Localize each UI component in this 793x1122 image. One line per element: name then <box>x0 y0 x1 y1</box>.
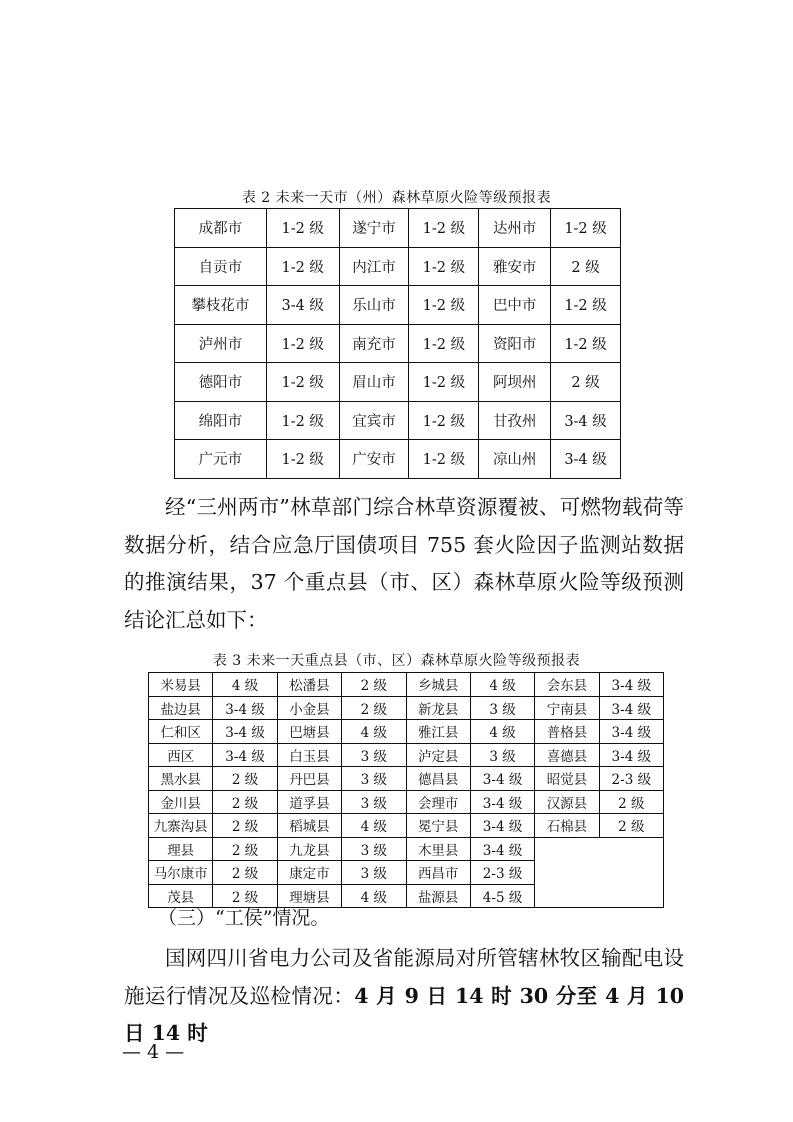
table-row <box>149 673 664 697</box>
risk-level-cell: 2 级 <box>213 884 277 908</box>
region-name-cell: 昭觉县 <box>535 767 599 791</box>
city-fire-risk-table <box>174 208 621 479</box>
region-name-cell: 会东县 <box>535 673 599 697</box>
empty-cell <box>535 837 664 908</box>
region-name-cell: 甘孜州 <box>479 401 551 440</box>
risk-level-cell: 2 级 <box>599 814 663 838</box>
risk-level-cell: 3-4 级 <box>599 743 663 767</box>
region-name-cell: 宁南县 <box>535 696 599 720</box>
risk-level-cell: 3-4 级 <box>599 696 663 720</box>
region-name-cell: 达州市 <box>479 209 551 248</box>
table-row <box>149 790 664 814</box>
risk-level-cell: 2 级 <box>213 837 277 861</box>
table-row <box>149 720 664 744</box>
region-name-cell: 冕宁县 <box>406 814 470 838</box>
region-name-cell: 米易县 <box>149 673 213 697</box>
risk-level-cell: 2 级 <box>599 790 663 814</box>
risk-level-cell: 3-4 级 <box>470 767 534 791</box>
region-name-cell: 汉源县 <box>535 790 599 814</box>
risk-level-cell: 2 级 <box>213 861 277 885</box>
risk-level-cell: 3 级 <box>342 743 406 767</box>
power-grid-paragraph <box>124 940 684 1053</box>
region-name-cell: 盐源县 <box>406 884 470 908</box>
county-fire-risk-table <box>148 672 664 908</box>
paragraph-text: 国网四川省电力公司及省能源局对所管辖林牧区输配电设施运行情况及巡检情况： <box>124 946 684 1008</box>
region-name-cell: 九龙县 <box>277 837 341 861</box>
risk-level-cell: 2 级 <box>213 814 277 838</box>
table2-caption: 表 2 未来一天市（州）森林草原火险等级预报表 <box>241 190 552 206</box>
region-name-cell: 雅江县 <box>406 720 470 744</box>
region-name-cell: 丹巴县 <box>277 767 341 791</box>
region-name-cell: 康定市 <box>277 861 341 885</box>
region-name-cell: 德昌县 <box>406 767 470 791</box>
risk-level-cell: 4 级 <box>342 720 406 744</box>
risk-level-cell: 1-2 级 <box>266 324 339 363</box>
risk-level-cell: 3 级 <box>470 696 534 720</box>
region-name-cell: 西昌市 <box>406 861 470 885</box>
risk-level-cell: 1-2 级 <box>409 324 479 363</box>
risk-level-cell: 3 级 <box>342 790 406 814</box>
region-name-cell: 石棉县 <box>535 814 599 838</box>
risk-level-cell: 4 级 <box>213 673 277 697</box>
region-name-cell: 凉山州 <box>479 440 551 479</box>
risk-level-cell: 1-2 级 <box>551 324 621 363</box>
region-name-cell: 雅安市 <box>479 247 551 286</box>
risk-level-cell: 3-4 级 <box>213 743 277 767</box>
region-name-cell: 白玉县 <box>277 743 341 767</box>
risk-level-cell: 1-2 级 <box>551 286 621 325</box>
region-name-cell: 巴塘县 <box>277 720 341 744</box>
table-row <box>175 286 621 325</box>
risk-level-cell: 2 级 <box>213 767 277 791</box>
region-name-cell: 西区 <box>149 743 213 767</box>
risk-level-cell: 1-2 级 <box>409 440 479 479</box>
region-name-cell: 木里县 <box>406 837 470 861</box>
page-number: — 4 — <box>122 1041 185 1063</box>
risk-level-cell: 1-2 级 <box>266 363 339 402</box>
region-name-cell: 新龙县 <box>406 696 470 720</box>
risk-level-cell: 3-4 级 <box>470 837 534 861</box>
risk-level-cell: 3-4 级 <box>213 696 277 720</box>
risk-level-cell: 2 级 <box>342 696 406 720</box>
risk-level-cell: 2 级 <box>342 673 406 697</box>
risk-level-cell: 3-4 级 <box>470 790 534 814</box>
region-name-cell: 松潘县 <box>277 673 341 697</box>
region-name-cell: 道孚县 <box>277 790 341 814</box>
region-name-cell: 理塘县 <box>277 884 341 908</box>
region-name-cell: 喜德县 <box>535 743 599 767</box>
risk-level-cell: 2-3 级 <box>599 767 663 791</box>
risk-level-cell: 3-4 级 <box>599 720 663 744</box>
region-name-cell: 资阳市 <box>479 324 551 363</box>
region-name-cell: 遂宁市 <box>339 209 409 248</box>
region-name-cell: 乡城县 <box>406 673 470 697</box>
risk-level-cell: 3-4 级 <box>551 401 621 440</box>
risk-level-cell: 1-2 级 <box>266 209 339 248</box>
region-name-cell: 绵阳市 <box>175 401 267 440</box>
analysis-paragraph: 经“三州两市”林草部门综合林草资源覆被、可燃物载荷等数据分析，结合应急厅国债项目 755 套火险因子监测站数据的推演结果，37 个重点县（市、区）森林草原火险等级预测结论汇总如下： <box>124 495 684 632</box>
risk-level-cell: 1-2 级 <box>266 401 339 440</box>
region-name-cell: 巴中市 <box>479 286 551 325</box>
risk-level-cell: 3-4 级 <box>599 673 663 697</box>
region-name-cell: 九寨沟县 <box>149 814 213 838</box>
region-name-cell: 茂县 <box>149 884 213 908</box>
region-name-cell: 马尔康市 <box>149 861 213 885</box>
region-name-cell: 阿坝州 <box>479 363 551 402</box>
risk-level-cell: 3 级 <box>342 767 406 791</box>
table-row <box>175 324 621 363</box>
table-row <box>175 401 621 440</box>
region-name-cell: 自贡市 <box>175 247 267 286</box>
region-name-cell: 普格县 <box>535 720 599 744</box>
region-name-cell: 广元市 <box>175 440 267 479</box>
region-name-cell: 稻城县 <box>277 814 341 838</box>
risk-level-cell: 3-4 级 <box>551 440 621 479</box>
region-name-cell: 盐边县 <box>149 696 213 720</box>
region-name-cell: 小金县 <box>277 696 341 720</box>
region-name-cell: 广安市 <box>339 440 409 479</box>
table-row <box>175 440 621 479</box>
risk-level-cell: 4 级 <box>342 814 406 838</box>
region-name-cell: 南充市 <box>339 324 409 363</box>
risk-level-cell: 2 级 <box>213 790 277 814</box>
region-name-cell: 宜宾市 <box>339 401 409 440</box>
risk-level-cell: 1-2 级 <box>409 401 479 440</box>
risk-level-cell: 4 级 <box>342 884 406 908</box>
region-name-cell: 成都市 <box>175 209 267 248</box>
table-row <box>149 696 664 720</box>
table3-caption: 表 3 未来一天重点县（市、区）森林草原火险等级预报表 <box>212 653 581 669</box>
table-row <box>175 363 621 402</box>
region-name-cell: 理县 <box>149 837 213 861</box>
risk-level-cell: 2-3 级 <box>470 861 534 885</box>
risk-level-cell: 3 级 <box>342 861 406 885</box>
risk-level-cell: 3-4 级 <box>470 814 534 838</box>
risk-level-cell: 4-5 级 <box>470 884 534 908</box>
risk-level-cell: 3-4 级 <box>213 720 277 744</box>
risk-level-cell: 3 级 <box>342 837 406 861</box>
table-row <box>149 767 664 791</box>
risk-level-cell: 1-2 级 <box>266 440 339 479</box>
region-name-cell: 会理市 <box>406 790 470 814</box>
region-name-cell: 仁和区 <box>149 720 213 744</box>
risk-level-cell: 4 级 <box>470 673 534 697</box>
risk-level-cell: 1-2 级 <box>409 363 479 402</box>
table-row <box>175 247 621 286</box>
risk-level-cell: 1-2 级 <box>409 209 479 248</box>
table-row <box>149 814 664 838</box>
region-name-cell: 泸定县 <box>406 743 470 767</box>
paragraph-bold-time-range: 4 月 9 日 14 时 30 分至 4 月 10 日 14 时 <box>124 983 685 1045</box>
risk-level-cell: 2 级 <box>551 247 621 286</box>
region-name-cell: 眉山市 <box>339 363 409 402</box>
region-name-cell: 攀枝花市 <box>175 286 267 325</box>
region-name-cell: 金川县 <box>149 790 213 814</box>
region-name-cell: 乐山市 <box>339 286 409 325</box>
risk-level-cell: 1-2 级 <box>409 286 479 325</box>
risk-level-cell: 3 级 <box>470 743 534 767</box>
table-row <box>175 209 621 248</box>
region-name-cell: 内江市 <box>339 247 409 286</box>
table-row <box>149 837 664 861</box>
region-name-cell: 黑水县 <box>149 767 213 791</box>
table-row <box>149 743 664 767</box>
risk-level-cell: 1-2 级 <box>266 247 339 286</box>
region-name-cell: 泸州市 <box>175 324 267 363</box>
risk-level-cell: 1-2 级 <box>551 209 621 248</box>
risk-level-cell: 4 级 <box>470 720 534 744</box>
risk-level-cell: 1-2 级 <box>409 247 479 286</box>
risk-level-cell: 2 级 <box>551 363 621 402</box>
section-heading: （三）“工侯”情况。 <box>158 907 330 929</box>
risk-level-cell: 3-4 级 <box>266 286 339 325</box>
region-name-cell: 德阳市 <box>175 363 267 402</box>
